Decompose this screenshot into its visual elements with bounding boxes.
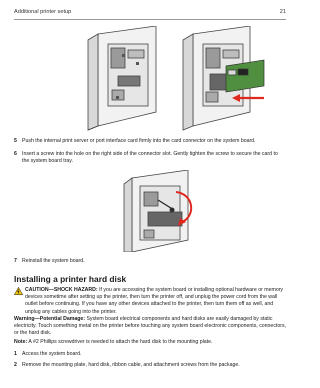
step-number: 2 <box>14 362 17 368</box>
step-text: Push the internal print server or port interface card firmly into the card connector on the system board. <box>22 138 256 144</box>
step-text: Reinstall the system board. <box>22 258 85 264</box>
printer-server-card-illustration <box>78 26 268 134</box>
step-number: 5 <box>14 138 17 144</box>
note-label: Note: <box>14 339 28 345</box>
step-number: 6 <box>14 151 17 157</box>
step-number: 1 <box>14 351 17 357</box>
section-heading: Installing a printer hard disk <box>14 274 127 284</box>
page-number: 21 <box>279 9 286 15</box>
caution-label: CAUTION—SHOCK HAZARD: <box>25 287 98 293</box>
note-paragraph <box>14 339 286 346</box>
step-text: Insert a screw into the hole on the right side of the connector slot. Gently tighten the screw to secure the card to the system board tray. <box>22 151 278 165</box>
step-text: Remove the mounting plate, hard disk, ribbon cable, and attachment screws from the package. <box>22 362 240 368</box>
step-number: 7 <box>14 258 17 264</box>
warning-label: Warning—Potential Damage: <box>14 316 85 322</box>
step-text: Access the system board. <box>22 351 82 357</box>
warning-paragraph <box>14 316 286 338</box>
warning-text: System board electrical components and hard disks are easily damaged by static electricity. Touch something metal on the printer before touching any system board electronic components, connectors, or the hard disk. <box>14 316 287 337</box>
caution-text: If you are accessing the system board or installing optional hardware or memory devices sometime after setting up the printer, then turn the printer off, and unplug the power cord from the wall outlet before continuing. If you have any other devices attached to the printer, then turn them off as well, and unplug any cables going into the printer. <box>25 287 284 315</box>
warning-triangle-icon <box>14 287 23 298</box>
note-text: A #2 Phillips screwdriver is needed to attach the hard disk to the mounting plate. <box>27 339 213 345</box>
header-title: Additional printer setup <box>14 9 72 15</box>
system-board-tray-illustration <box>118 170 198 252</box>
page-header <box>14 9 286 20</box>
